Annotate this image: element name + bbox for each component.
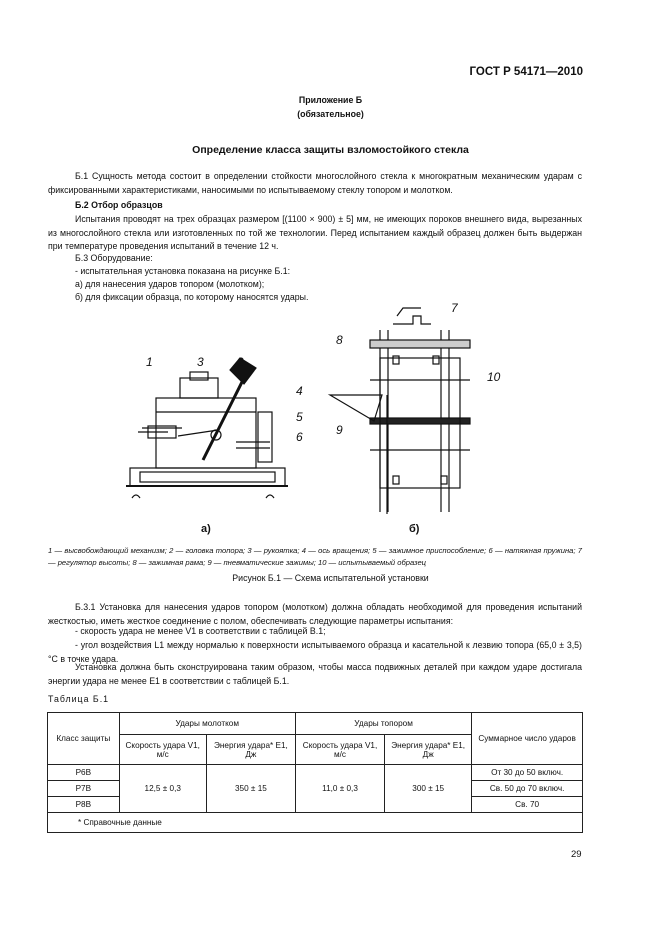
header-cell: Энергия удара* E1, Дж (206, 735, 295, 765)
appendix-title: Приложение Б (298, 95, 363, 105)
data-table (47, 712, 583, 833)
paragraph-b3: Б.3 Оборудование: (75, 253, 153, 263)
table-cell: Св. 70 (472, 797, 583, 813)
callout-label: 6 (296, 430, 303, 444)
frame-a (156, 398, 256, 468)
axe-handle (203, 370, 248, 460)
callout-label: 10 (487, 370, 501, 384)
callout-label: 4 (296, 384, 303, 398)
callout-label: 9 (336, 423, 343, 437)
table-title: Таблица Б.1 (48, 694, 110, 704)
paragraph-b2: Испытания проводят на трех образцах размером [(1100 × 900) ± 5] мм, не имеющих пороков внешнего вида, вырезанных из многослойного стекла или изготовленных по той же технологии. Перед испытанием каждый образец должен быть выдержан при температуре проведения испытаний в течение 12 ч. (48, 214, 582, 252)
table-footnote: * Справочные данные (48, 813, 583, 833)
table-cell: 350 ± 15 (206, 765, 295, 813)
table-cell: Р6В (48, 765, 120, 781)
list-item: б) для фиксации образца, по которому наносятся удары. (75, 292, 309, 302)
base-frame (130, 468, 285, 486)
paragraph-b1: Б.1 Сущность метода состоит в определении стойкости многослойного стекла к многократным механическим ударам с фиксированными характеристиками, наносимыми по испытываемому стеклу топором и молотком. (48, 171, 582, 195)
header-cell: Энергия удара* E1, Дж (385, 735, 472, 765)
table-cell: 300 ± 15 (385, 765, 472, 813)
callout-label: 7 (451, 301, 458, 315)
callout-label: 2 (237, 355, 244, 369)
table-cell: 11,0 ± 0,3 (295, 765, 384, 813)
header-cell: Удары молотком (119, 713, 295, 735)
table-cell: Р8В (48, 797, 120, 813)
section-b2-title: Б.2 Отбор образцов (75, 200, 163, 210)
callout-label: 5 (296, 410, 303, 424)
table-cell: Св. 50 до 70 включ. (472, 781, 583, 797)
header-cell: Удары топором (295, 713, 471, 735)
header-cell: Скорость удара V1, м/с (295, 735, 384, 765)
appendix-status: (обязательное) (297, 109, 364, 119)
paragraph-b31-last: Установка должна быть сконструирована таким образом, чтобы масса подвижных деталей при каждом ударе достигала энергии удара не менее E1 в соответствии с таблицей Б.1. (48, 662, 582, 686)
table-row (48, 765, 583, 781)
callout-label: 1 (146, 355, 153, 369)
header-cell: Суммарное число ударов (472, 713, 583, 765)
table-cell: От 30 до 50 включ. (472, 765, 583, 781)
document-id: ГОСТ Р 54171—2010 (469, 66, 583, 78)
table-cell: 12,5 ± 0,3 (119, 765, 206, 813)
header-cell: Класс защиты (48, 713, 120, 765)
list-item: - испытательная установка показана на рисунке Б.1: (75, 266, 291, 276)
list-item: - угол воздействия L1 между нормалью к поверхности испытываемого образца и касательной к лезвию топора (65,0 ± 3,5) °С в точке удара. (48, 640, 582, 664)
subfigure-label-a: а) (201, 523, 211, 535)
paragraph-b31: Б.3.1 Установка для нанесения ударов топором (молотком) должна обладать необходимой для проведения испытаний жесткостью, иметь жесткое соединение с полом, обеспечивать следующие параметры испытания: (48, 602, 582, 626)
figure-caption: Рисунок Б.1 — Схема испытательной установки (232, 573, 429, 583)
subfigure-label-b: б) (409, 523, 420, 535)
figure-a-drawing (118, 350, 318, 520)
list-item: а) для нанесения ударов топором (молотком); (75, 279, 265, 289)
callout-label: 8 (336, 333, 343, 347)
callout-label: 3 (197, 355, 204, 369)
release-mechanism (180, 378, 218, 398)
page-number: 29 (571, 849, 582, 860)
table-cell: Р7В (48, 781, 120, 797)
list-item: - скорость удара не менее V1 в соответствии с таблицей В.1; (75, 626, 326, 636)
appendix-heading: Определение класса защиты взломостойкого стекла (192, 144, 469, 156)
figure-b-drawing (325, 300, 485, 515)
header-cell: Скорость удара V1, м/с (119, 735, 206, 765)
figure-legend: 1 — высвобождающий механизм; 2 — головка топора; 3 — рукоятка; 4 — ось вращения; 5 — зажимное приспособление; 6 — натяжная пружина; 7 — регулятор высоты; 8 — зажимная рама; 9 — пневматические зажимы; 10 — испытываемый образец (48, 546, 582, 567)
